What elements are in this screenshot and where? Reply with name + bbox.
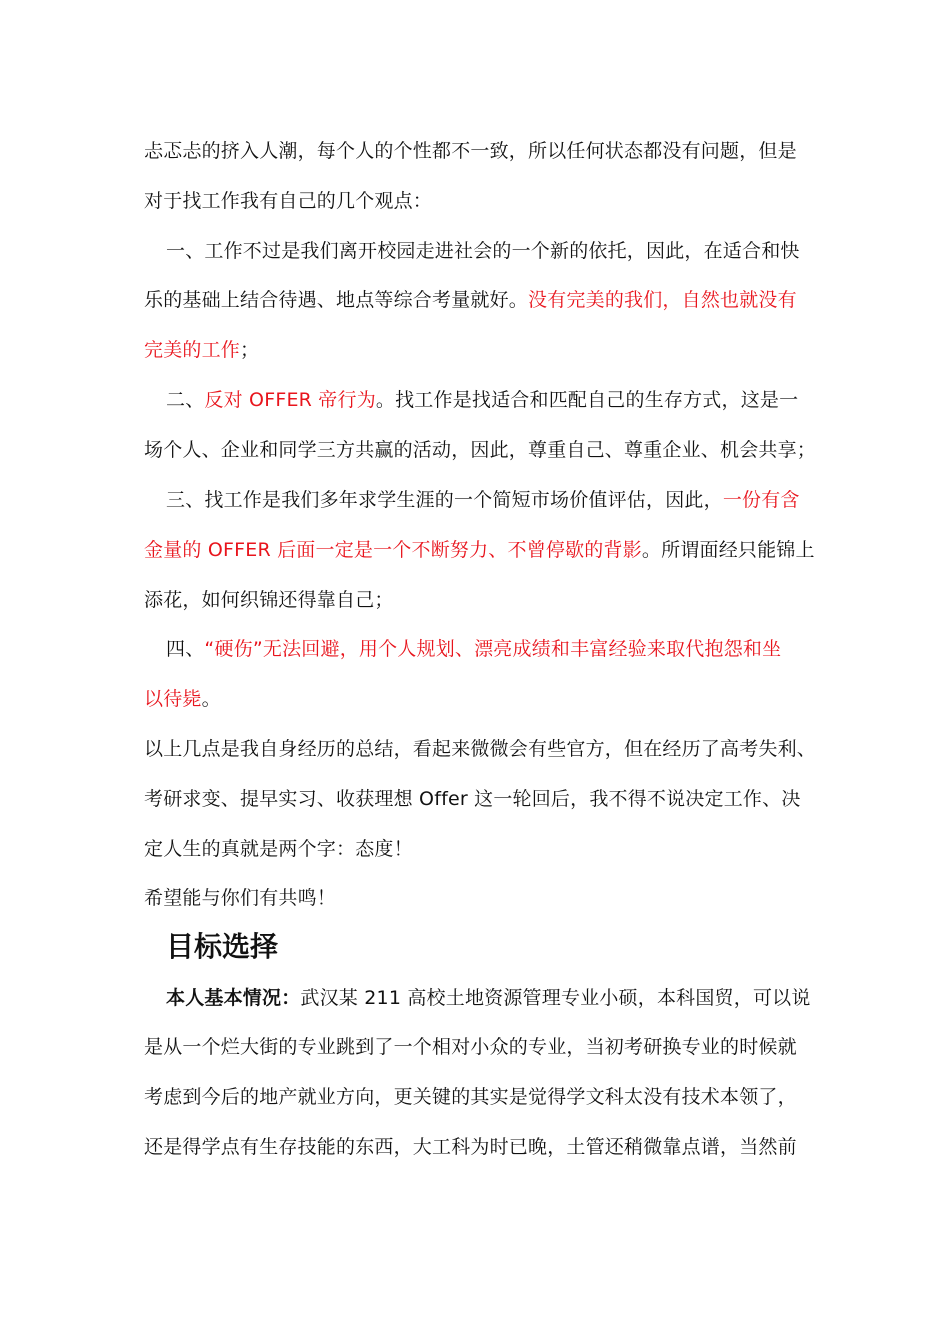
- point-one-line-3: 完美的工作；: [144, 339, 260, 361]
- point-one-line-1: 一、工作不过是我们离开校园走进社会的一个新的依托，因此，在适合和快: [166, 240, 800, 262]
- background-line-2: 是从一个烂大街的专业跳到了一个相对小众的专业，当初考研换专业的时候就: [144, 1036, 797, 1058]
- point-four-line-1: 四、“硬伤”无法回避，用个人规划、漂亮成绩和丰富经验来取代抱怨和坐: [166, 638, 782, 660]
- text-line-1: 忐忑忐的挤入人潮，每个人的个性都不一致，所以任何状态都没有问题，但是: [144, 140, 797, 162]
- point-three-line-3: 添花，如何织锦还得靠自己；: [144, 589, 394, 611]
- highlight-text: 反对 OFFER 帝行为: [204, 389, 376, 411]
- point-two-line-2: 场个人、企业和同学三方共赢的活动，因此，尊重自己、尊重企业、机会共享；: [144, 439, 817, 461]
- closing-line: 希望能与你们有共鸣！: [144, 887, 337, 909]
- point-one-line-2: 乐的基础上结合待遇、地点等综合考量就好。没有完美的我们，自然也就没有: [144, 289, 797, 311]
- highlight-text: 以待毙: [144, 688, 202, 710]
- point-three-line-1: 三、找工作是我们多年求学生涯的一个简短市场价值评估，因此，一份有含: [166, 489, 800, 511]
- point-four-line-2: 以待毙。: [144, 688, 221, 710]
- summary-line-2: 考研求变、提早实习、收获理想 Offer 这一轮回后，我不得不说决定工作、决: [144, 788, 801, 810]
- section-heading: 目标选择: [166, 930, 279, 963]
- highlight-text: 一份有含: [722, 489, 800, 511]
- summary-line-1: 以上几点是我自身经历的总结，看起来微微会有些官方，但在经历了高考失利、: [144, 738, 817, 760]
- background-line-1: 本人基本情况：武汉某 211 高校土地资源管理专业小硕，本科国贸，可以说: [166, 987, 811, 1009]
- point-two-line-1: 二、反对 OFFER 帝行为。找工作是找适合和匹配自己的生存方式，这是一: [166, 389, 799, 411]
- summary-line-3: 定人生的真就是两个字：态度！: [144, 838, 413, 860]
- background-line-4: 还是得学点有生存技能的东西，大工科为时已晚，土管还稍微靠点谱，当然前: [144, 1136, 797, 1158]
- highlight-text: 完美的工作: [144, 339, 241, 361]
- highlight-text: 金量的 OFFER 后面一定是一个不断努力、不曾停歇的背影: [144, 539, 642, 561]
- background-label: 本人基本情况：: [166, 987, 301, 1009]
- highlight-text: “硬伤”无法回避，用个人规划、漂亮成绩和丰富经验来取代抱怨和坐: [204, 638, 782, 660]
- highlight-text: 没有完美的我们，自然也就没有: [528, 289, 797, 311]
- text-line-2: 对于找工作我有自己的几个观点：: [144, 190, 433, 212]
- point-three-line-2: 金量的 OFFER 后面一定是一个不断努力、不曾停歇的背影。所谓面经只能锦上: [144, 539, 815, 561]
- background-line-3: 考虑到今后的地产就业方向，更关键的其实是觉得学文科太没有技术本领了，: [144, 1086, 797, 1108]
